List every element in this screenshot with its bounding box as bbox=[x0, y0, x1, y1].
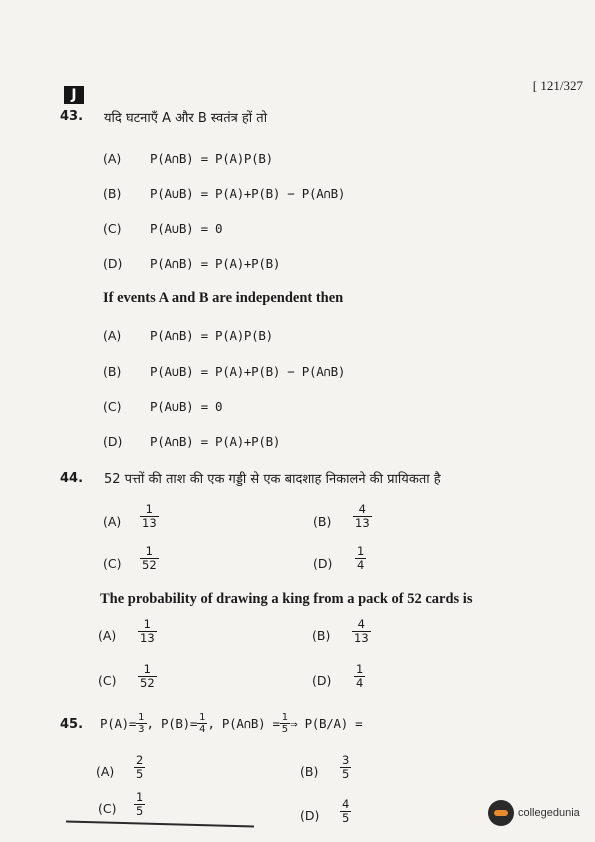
q45-option-c-fraction: $\frac{1}{5}$ bbox=[136, 790, 144, 818]
q45-option-a-label: (A) bbox=[96, 764, 115, 779]
question-43-english: If events A and B are independent then bbox=[103, 290, 344, 306]
q44-hi-option-d-fraction: $\frac{1}{4}$ bbox=[357, 544, 365, 572]
q43-hi-option-d: P(A∩B) = P(A)+P(B) bbox=[150, 256, 281, 271]
q44-hi-option-a-label: (A) bbox=[103, 514, 122, 529]
q44-en-option-b-fraction: $\frac{4}{13}$ bbox=[354, 617, 369, 645]
q43-en-option-b-label: (B) bbox=[103, 364, 122, 379]
question-43-hindi: यदि घटनाएँ A और B स्वतंत्र हों तो bbox=[104, 111, 268, 126]
set-code-badge: J bbox=[64, 86, 84, 104]
question-45-expression: P(A)= $\frac{1}{3}$ , P(B)= $\frac{1}{4}$ , P(A∩B) = $\frac{1}{5}$ ⇒ P(B/A) = bbox=[100, 712, 363, 735]
bottom-rule bbox=[66, 821, 254, 828]
q44-hi-option-b-label: (B) bbox=[313, 514, 332, 529]
q43-en-option-d: P(A∩B) = P(A)+P(B) bbox=[150, 434, 281, 449]
q44-en-option-d-label: (D) bbox=[312, 673, 332, 688]
q43-en-option-a-label: (A) bbox=[103, 328, 122, 343]
q44-hi-option-a-fraction: $\frac{1}{13}$ bbox=[142, 502, 157, 530]
q44-hi-option-c-fraction: $\frac{1}{52}$ bbox=[142, 544, 157, 572]
q43-en-option-b: P(A∪B) = P(A)+P(B) − P(A∩B) bbox=[150, 364, 346, 379]
q43-hi-option-b: P(A∪B) = P(A)+P(B) − P(A∩B) bbox=[150, 186, 346, 201]
q44-hi-option-d-label: (D) bbox=[313, 556, 333, 571]
question-45-number: 45. bbox=[60, 717, 84, 732]
q44-en-option-a-fraction: $\frac{1}{13}$ bbox=[140, 617, 155, 645]
collegedunia-brand: collegedunia bbox=[518, 807, 580, 819]
q43-en-option-d-label: (D) bbox=[103, 434, 123, 449]
q43-hi-option-d-label: (D) bbox=[103, 256, 123, 271]
question-44-number: 44. bbox=[60, 471, 84, 486]
q43-hi-option-b-label: (B) bbox=[103, 186, 122, 201]
collegedunia-logo-icon bbox=[488, 800, 514, 826]
question-44-english: The probability of drawing a king from a pack of 52 cards is bbox=[100, 591, 473, 607]
q45-option-c-label: (C) bbox=[98, 801, 117, 816]
collegedunia-watermark bbox=[488, 800, 580, 826]
q43-en-option-c: P(A∪B) = 0 bbox=[150, 399, 223, 414]
q43-hi-option-c-label: (C) bbox=[103, 221, 122, 236]
q43-hi-option-c: P(A∪B) = 0 bbox=[150, 221, 223, 236]
q45-option-d-label: (D) bbox=[300, 808, 320, 823]
question-43-number: 43. bbox=[60, 109, 84, 124]
q44-en-option-a-label: (A) bbox=[98, 628, 117, 643]
question-44-hindi: 52 पत्तों की ताश की एक गड्डी से एक बादशाह निकालने की प्रायिकता है bbox=[104, 472, 441, 487]
page-number: [ 121/327 bbox=[532, 78, 583, 93]
q45-option-b-fraction: $\frac{3}{5}$ bbox=[342, 753, 350, 781]
q44-en-option-d-fraction: $\frac{1}{4}$ bbox=[356, 662, 364, 690]
q43-en-option-c-label: (C) bbox=[103, 399, 122, 414]
q44-en-option-c-fraction: $\frac{1}{52}$ bbox=[140, 662, 155, 690]
q43-hi-option-a: P(A∩B) = P(A)P(B) bbox=[150, 151, 273, 166]
q43-en-option-a: P(A∩B) = P(A)P(B) bbox=[150, 328, 273, 343]
q44-en-option-c-label: (C) bbox=[98, 673, 117, 688]
q44-hi-option-b-fraction: $\frac{4}{13}$ bbox=[355, 502, 370, 530]
q45-option-d-fraction: $\frac{4}{5}$ bbox=[342, 797, 350, 825]
q44-en-option-b-label: (B) bbox=[312, 628, 331, 643]
q45-option-a-fraction: $\frac{2}{5}$ bbox=[136, 753, 144, 781]
q43-hi-option-a-label: (A) bbox=[103, 151, 122, 166]
q44-hi-option-c-label: (C) bbox=[103, 556, 122, 571]
q45-option-b-label: (B) bbox=[300, 764, 319, 779]
